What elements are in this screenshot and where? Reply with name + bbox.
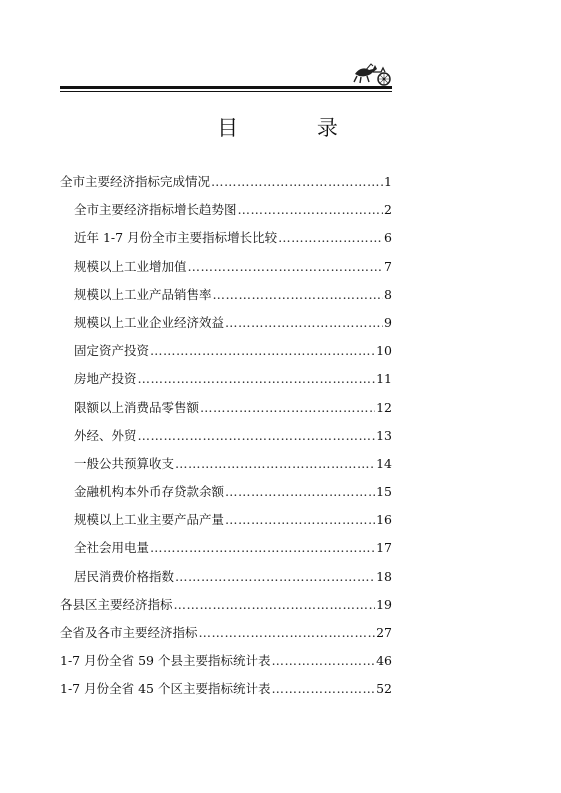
toc-leader-dots <box>150 534 375 562</box>
toc-entry-page: 16 <box>376 512 392 528</box>
toc-entry[interactable] <box>60 394 392 422</box>
toc-entry[interactable] <box>60 196 392 224</box>
toc-leader-dots <box>271 647 375 675</box>
toc-entry-title: 近年 1-7 月份全市主要指标增长比较 <box>74 230 278 246</box>
toc-entry-title: 规模以上工业主要产品产量 <box>74 512 225 528</box>
toc-entry[interactable] <box>60 506 392 534</box>
toc-entry[interactable] <box>60 309 392 337</box>
toc-leader-dots <box>225 506 375 534</box>
toc-entry-page: 12 <box>376 399 392 415</box>
toc-leader-dots <box>138 365 376 393</box>
toc-entry-page: 11 <box>376 371 392 387</box>
toc-entry[interactable] <box>60 534 392 562</box>
toc-leader-dots <box>238 196 384 224</box>
toc-entry-title: 金融机构本外币存贷款余额 <box>74 484 225 500</box>
toc-leader-dots <box>271 675 375 703</box>
toc-entry-title: 各县区主要经济指标 <box>60 596 173 612</box>
toc-entry[interactable] <box>60 619 392 647</box>
toc-leader-dots <box>199 619 376 647</box>
toc-leader-dots <box>138 422 376 450</box>
toc-entry-page: 15 <box>376 484 392 500</box>
toc-leader-dots <box>225 309 383 337</box>
toc-entry[interactable] <box>60 253 392 281</box>
toc-leader-dots <box>150 337 375 365</box>
toc-entry[interactable] <box>60 478 392 506</box>
toc-entry[interactable] <box>60 168 392 196</box>
page-title: 目 录 <box>217 116 374 140</box>
toc-entry-page: 13 <box>376 427 392 443</box>
toc-entry-page: 52 <box>376 681 392 697</box>
toc-entry-title: 房地产投资 <box>74 371 137 387</box>
toc-entry[interactable] <box>60 337 392 365</box>
toc-entry-title: 限额以上消费品零售额 <box>74 399 200 415</box>
toc-leader-dots <box>225 478 375 506</box>
toc-entry[interactable] <box>60 281 392 309</box>
toc-entry-page: 14 <box>376 455 392 471</box>
toc-entry[interactable] <box>60 563 392 591</box>
toc-entry[interactable] <box>60 422 392 450</box>
toc-entry-title: 全市主要经济指标增长趋势图 <box>74 202 237 218</box>
toc-entry-title: 全市主要经济指标完成情况 <box>60 174 211 189</box>
toc-entry-page: 2 <box>384 202 392 218</box>
toc-entry[interactable] <box>60 450 392 478</box>
toc-entry-title: 一般公共预算收支 <box>74 455 175 471</box>
toc-leader-dots <box>175 450 375 478</box>
toc-entry-page: 1 <box>384 174 392 189</box>
toc-entry-title: 外经、外贸 <box>74 427 137 443</box>
toc-entry-title: 规模以上工业企业经济效益 <box>74 314 225 330</box>
toc-entry[interactable] <box>60 365 392 393</box>
table-of-contents <box>60 168 392 704</box>
toc-entry-title: 固定资产投资 <box>74 343 150 359</box>
toc-entry-page: 8 <box>384 286 392 302</box>
toc-leader-dots <box>175 563 375 591</box>
toc-leader-dots <box>211 168 383 196</box>
toc-entry-page: 19 <box>376 596 392 612</box>
toc-leader-dots <box>188 253 384 281</box>
toc-leader-dots <box>278 224 383 252</box>
toc-entry-page: 46 <box>376 653 392 669</box>
toc-leader-dots <box>174 591 376 619</box>
toc-entry-page: 17 <box>376 540 392 556</box>
toc-entry-page: 7 <box>384 258 392 274</box>
header-rule-thick <box>60 86 392 89</box>
toc-leader-dots <box>213 281 384 309</box>
toc-entry-page: 18 <box>376 568 392 584</box>
toc-entry-page: 27 <box>376 625 392 640</box>
toc-entry-title: 1-7 月份全省 59 个县主要指标统计表 <box>60 653 271 669</box>
toc-entry[interactable] <box>60 224 392 252</box>
toc-entry-title: 居民消费价格指数 <box>74 568 175 584</box>
toc-entry-title: 1-7 月份全省 45 个区主要指标统计表 <box>60 681 271 697</box>
toc-entry-title: 规模以上工业增加值 <box>74 258 187 274</box>
toc-entry-title: 规模以上工业产品销售率 <box>74 286 212 302</box>
toc-entry-page: 10 <box>376 343 392 359</box>
toc-entry-page: 6 <box>384 230 392 246</box>
header-rule-thin <box>60 91 392 92</box>
toc-entry-page: 9 <box>384 314 392 330</box>
toc-leader-dots <box>200 394 375 422</box>
toc-entry[interactable] <box>60 675 392 703</box>
toc-entry[interactable] <box>60 591 392 619</box>
toc-entry-title: 全省及各市主要经济指标 <box>60 625 198 640</box>
toc-entry[interactable] <box>60 647 392 675</box>
toc-entry-title: 全社会用电量 <box>74 540 150 556</box>
